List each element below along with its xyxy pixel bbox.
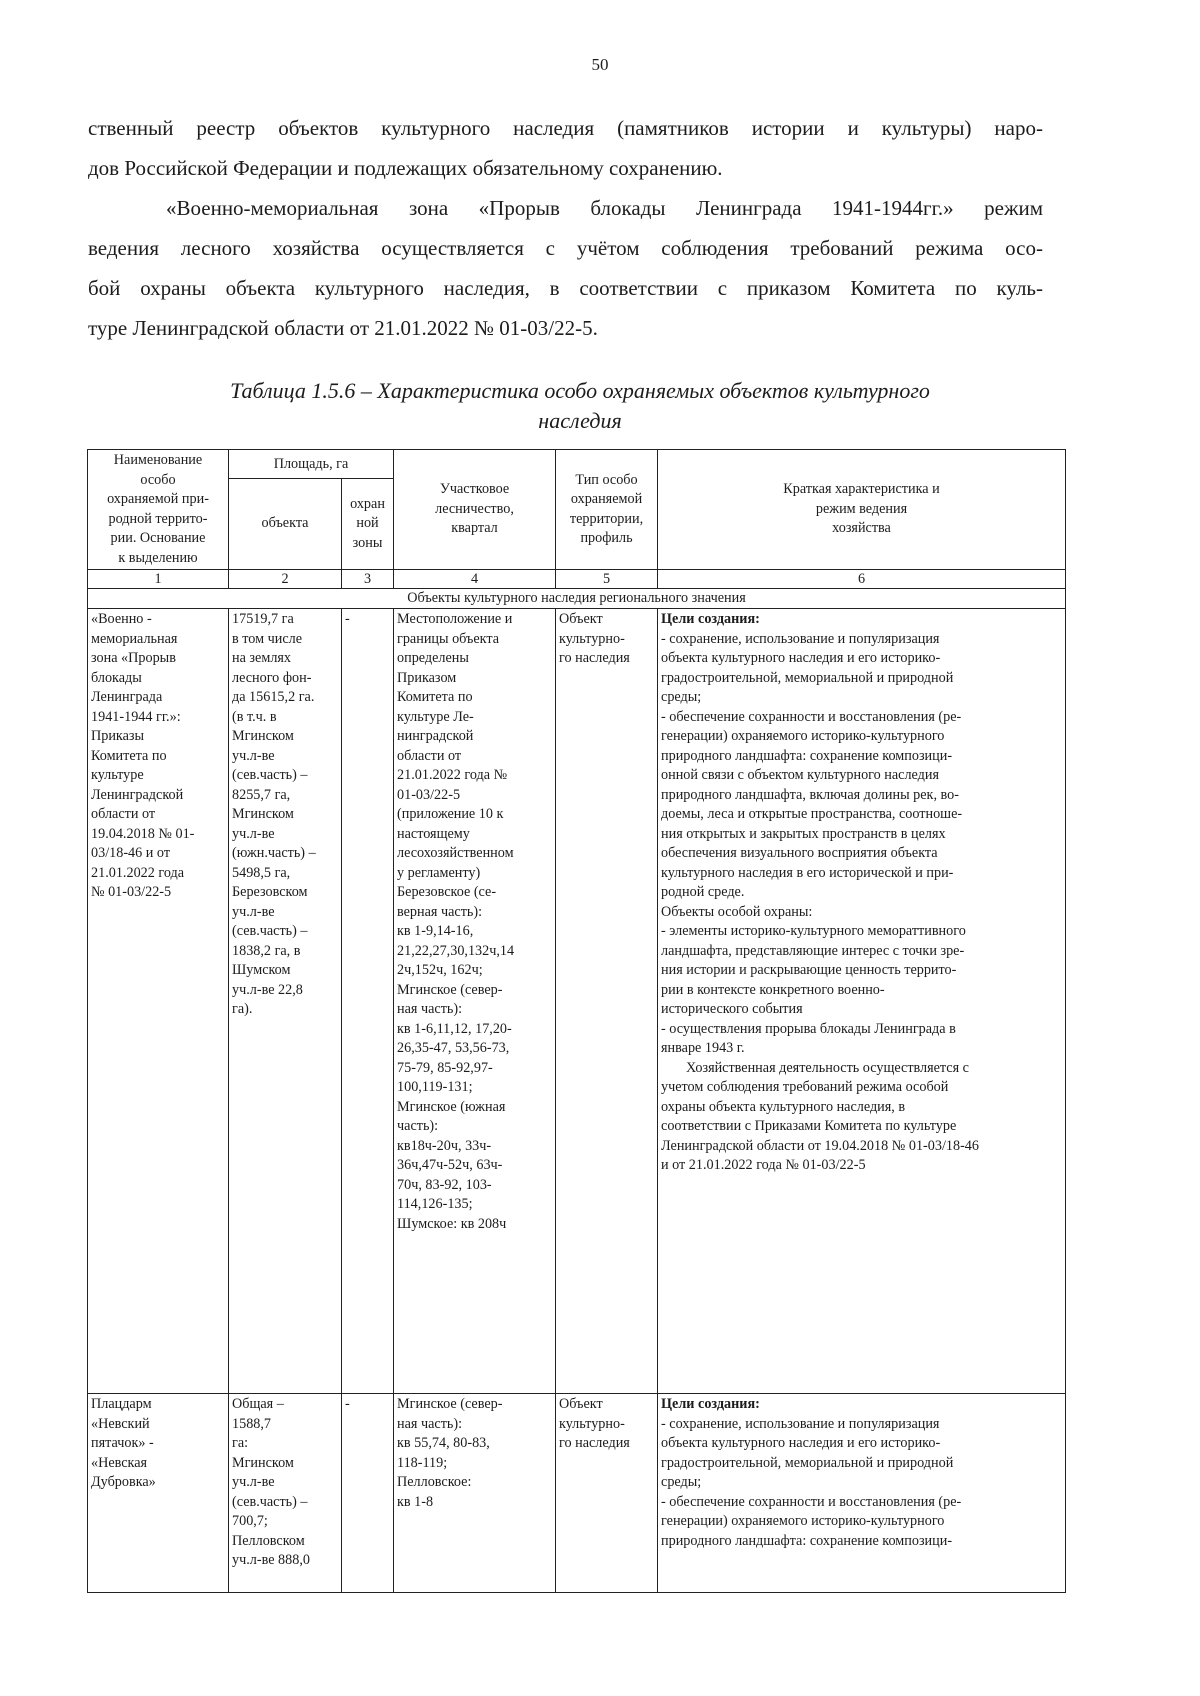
column-number-row <box>88 570 1066 589</box>
cell-description <box>658 1394 1066 1593</box>
cell-forestry: Местоположение и границы объекта определены Приказом Комитета по культуре Ле- нинградской области от 21.01.2022 года № 01-03/22-5 (приложение 10 к настоящему лесохозяйственном у регламенту) Березовское (се- верная часть): кв 1-9,14-16, 21,22,27,30,132ч,14 2ч,152ч, 162ч; Мгинское (север- ная часть): кв 1-6,11,12, 17,20- 26,35-47, 53,56-73, 75-79, 85-92,97- 100,119-131; Мгинское (южная часть): кв18ч-20ч, 33ч- 36ч,47ч-52ч, 63ч- 70ч, 83-92, 103- 114,126-135; Шумское: кв 208ч <box>394 609 556 1394</box>
table-row <box>88 609 1066 1394</box>
header-area-zone: охран ной зоны <box>342 479 394 570</box>
caption-line: наследия <box>538 408 622 433</box>
header-name: Наименование особо охраняемой при- родной террито- рии. Основание к выделению <box>88 450 229 570</box>
column-number: 2 <box>229 570 342 589</box>
paragraph-line: ведения лесного хозяйства осуществляется с учётом соблюдения требований режима осо- <box>88 236 1043 260</box>
cell-type: Объект культурно- го наследия <box>556 1394 658 1593</box>
cell-area-object: Общая – 1588,7 га: Мгинском уч.л-ве (сев.часть) – 700,7; Пелловском уч.л-ве 888,0 <box>229 1394 342 1593</box>
heritage-objects-table <box>87 449 1066 1593</box>
cell-area-zone: - <box>342 1394 394 1593</box>
table-header-row <box>88 450 1066 479</box>
column-number: 4 <box>394 570 556 589</box>
page-number: 50 <box>591 55 609 74</box>
description-text: - сохранение, использование и популяризация объекта культурного наследия и его историко- градостроительной, мемориальной и природной среды; - обеспечение сохранности и восстановления (ре- генерации) охраняемого историко-культурного природного ландшафта: сохранение композици- <box>661 1415 962 1549</box>
paragraph-line: «Военно-мемориальная зона «Прорыв блокады Ленинграда 1941-1944гг.» режим <box>166 196 1043 220</box>
column-number: 1 <box>88 570 229 589</box>
header-type: Тип особо охраняемой территории, профиль <box>556 450 658 570</box>
header-area-object: объекта <box>229 479 342 570</box>
caption-line: Таблица 1.5.6 – Характеристика особо охраняемых объектов культурного <box>230 378 930 403</box>
cell-name: Плацдарм «Невский пятачок» - «Невская Дубровка» <box>88 1394 229 1593</box>
description-text: - сохранение, использование и популяризация объекта культурного наследия и его историко- градостроительной, мемориальной и природной среды; - обеспечение сохранности и восстановления (ре- генерации) охраняемого историко-культурного природного ландшафта: сохранение композици- онной связи с объектом культурного наследия природного ландшафта, включая долины рек, во- доемы, леса и открытые пространства, соотноше- ния открытых и закрытых пространств в целях обеспечения визуального восприятия объекта культурного наследия в его исторической и при- родной среде. Объекты особой охраны: - элементы историко-культурного мемораттивного ландшафта, представляющие интерес с точки зре- ния истории и раскрывающие ценность террито- рии в контексте конкретного военно- исторического события - осуществления прорыва блокады Ленинграда в январе 1943 г. <box>661 630 966 1056</box>
paragraph-2 <box>88 188 1043 348</box>
header-description: Краткая характеристика и режим ведения хозяйства <box>658 450 1066 570</box>
cell-forestry: Мгинское (север- ная часть): кв 55,74, 80-83, 118-119; Пелловское: кв 1-8 <box>394 1394 556 1593</box>
cell-description <box>658 609 1066 1394</box>
paragraph-line: ственный реестр объектов культурного наследия (памятников истории и культуры) наро- <box>88 116 1043 140</box>
header-forestry: Участковое лесничество, квартал <box>394 450 556 570</box>
cell-area-object: 17519,7 га в том числе на землях лесного фон- да 15615,2 га. (в т.ч. в Мгинском уч.л-ве (сев.часть) – 8255,7 га, Мгинском уч.л-ве (южн.часть) – 5498,5 га, Березовском уч.л-ве (сев.часть) – 1838,2 га, в Шумском уч.л-ве 22,8 га). <box>229 609 342 1394</box>
header-area: Площадь, га <box>229 450 394 479</box>
column-number: 5 <box>556 570 658 589</box>
column-number: 6 <box>658 570 1066 589</box>
cell-area-zone: - <box>342 609 394 1394</box>
paragraph-line: туре Ленинградской области от 21.01.2022 № 01-03/22-5. <box>88 316 598 340</box>
paragraph-line: дов Российской Федерации и подлежащих обязательному сохранению. <box>88 156 723 180</box>
column-number: 3 <box>342 570 394 589</box>
paragraph-1 <box>88 108 1043 188</box>
description-heading: Цели создания: <box>661 611 760 627</box>
cell-name: «Военно - мемориальная зона «Прорыв блокады Ленинграда 1941-1944 гг.»: Приказы Комитета по культуре Ленинградской области от 19.04.2018 № 01- 03/18-46 и от 21.01.2022 года № 01-03/22-5 <box>88 609 229 1394</box>
cell-type: Объект культурно- го наследия <box>556 609 658 1394</box>
description-regime: Хозяйственная деятельность осуществляется с учетом соблюдения требований режима особой охраны объекта культурного наследия, в соответствии с Приказами Комитета по культуре Ленинградской области от 19.04.2018 № 01-03/18-46 и от 21.01.2022 года № 01-03/22-5 <box>661 1059 979 1173</box>
description-heading: Цели создания: <box>661 1396 760 1412</box>
table-row <box>88 1394 1066 1593</box>
section-title: Объекты культурного наследия регионального значения <box>88 589 1066 609</box>
section-row <box>88 589 1066 609</box>
table-caption <box>150 376 1010 436</box>
paragraph-line: бой охраны объекта культурного наследия, в соответствии с приказом Комитета по куль- <box>88 276 1043 300</box>
